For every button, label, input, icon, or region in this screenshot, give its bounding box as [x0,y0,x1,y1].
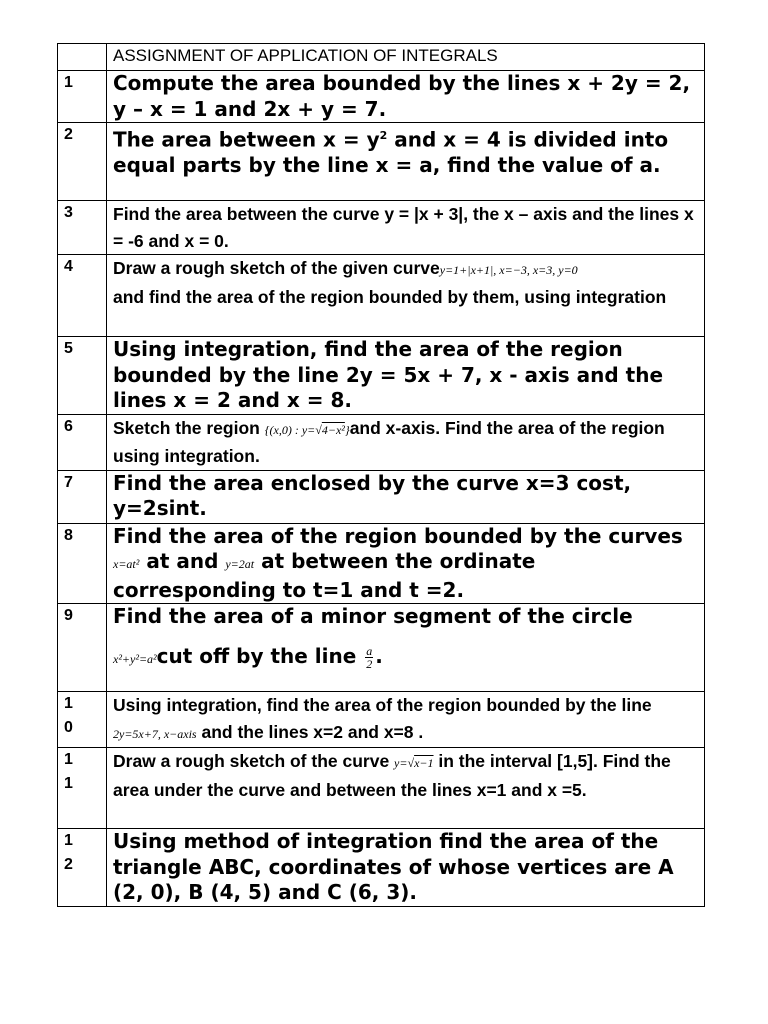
question-row-12 [58,829,705,907]
question-text: Using integration, find the area of the region bounded by the line 2y=5x+7, x−axis and the lines x=2 and x=8 . [107,692,705,748]
header-num-cell [58,44,107,71]
fraction: $\frac{a}{2}$ [366,643,373,671]
question-row-8 [58,523,705,604]
question-text: Find the area of a minor segment of the circle x²+y²=a²cut off by the line $\frac{a}{2}$ . [107,604,705,692]
question-number: 2 [58,123,107,201]
question-row-9 [58,604,705,692]
question-number: 6 [58,414,107,470]
math-expression: x²+y²=a² [113,651,157,666]
math-expression: x=at² [113,557,140,571]
question-row-10 [58,692,705,748]
math-expression: y=2at [225,557,255,571]
question-number: 7 [58,470,107,523]
question-number: 1 [58,71,107,123]
question-row-5 [58,337,705,415]
assignment-title: ASSIGNMENT OF APPLICATION OF INTEGRALS [107,44,705,71]
question-text: Draw a rough sketch of the given curvey=1+|x+1|, x=−3, x=3, y=0 and find the area of the region bounded by them, using integration [107,255,705,337]
question-text: Compute the area bounded by the lines x + 2y = 2, y – x = 1 and 2x + y = 7. [107,71,705,123]
question-number: 8 [58,523,107,604]
header-row [58,44,705,71]
question-text: Using method of integration find the area of the triangle ABC, coordinates of whose vertices are A (2, 0), B (4, 5) and C (6, 3). [107,829,705,907]
question-text: The area between $x = y^2$ and x = 4 is divided into equal parts by the line x = a, find the value of a. [107,123,705,201]
question-row-1 [58,71,705,123]
assignment-table [57,43,705,907]
math-expression: 2y=5x+7, x−axis [113,726,197,741]
question-text: Find the area of the region bounded by the curves x=at² at and y=2at at between the ordinate corresponding to t=1 and t =2. [107,523,705,604]
question-row-7 [58,470,705,523]
question-number: 1 2 [58,829,107,907]
question-text: Using integration, find the area of the region bounded by the line 2y = 5x + 7, x - axis and the lines x = 2 and x = 8. [107,337,705,415]
question-text: Draw a rough sketch of the curve y=√x−1 in the interval [1,5]. Find the area under the curve and between the lines x=1 and x =5. [107,748,705,829]
question-number: 1 1 [58,748,107,829]
question-number: 5 [58,337,107,415]
question-number: 1 0 [58,692,107,748]
question-row-11 [58,748,705,829]
question-row-3 [58,201,705,255]
question-text: Sketch the region {(x,0) : y=√4−x²}and x-axis. Find the area of the region using integration. [107,414,705,470]
question-row-6 [58,414,705,470]
question-number: 9 [58,604,107,692]
math-expression: y=1+|x+1|, x=−3, x=3, y=0 [439,263,578,277]
question-number: 4 [58,255,107,337]
question-text: Find the area between the curve y = |x + 3|, the x – axis and the lines x = -6 and x = 0. [107,201,705,255]
math-expression: y=√x−1 [394,756,434,770]
question-row-4 [58,255,705,337]
question-text: Find the area enclosed by the curve x=3 cost, y=2sint. [107,470,705,523]
question-row-2 [58,123,705,201]
math-expression: {(x,0) : y=√4−x²} [264,422,350,437]
question-number: 3 [58,201,107,255]
